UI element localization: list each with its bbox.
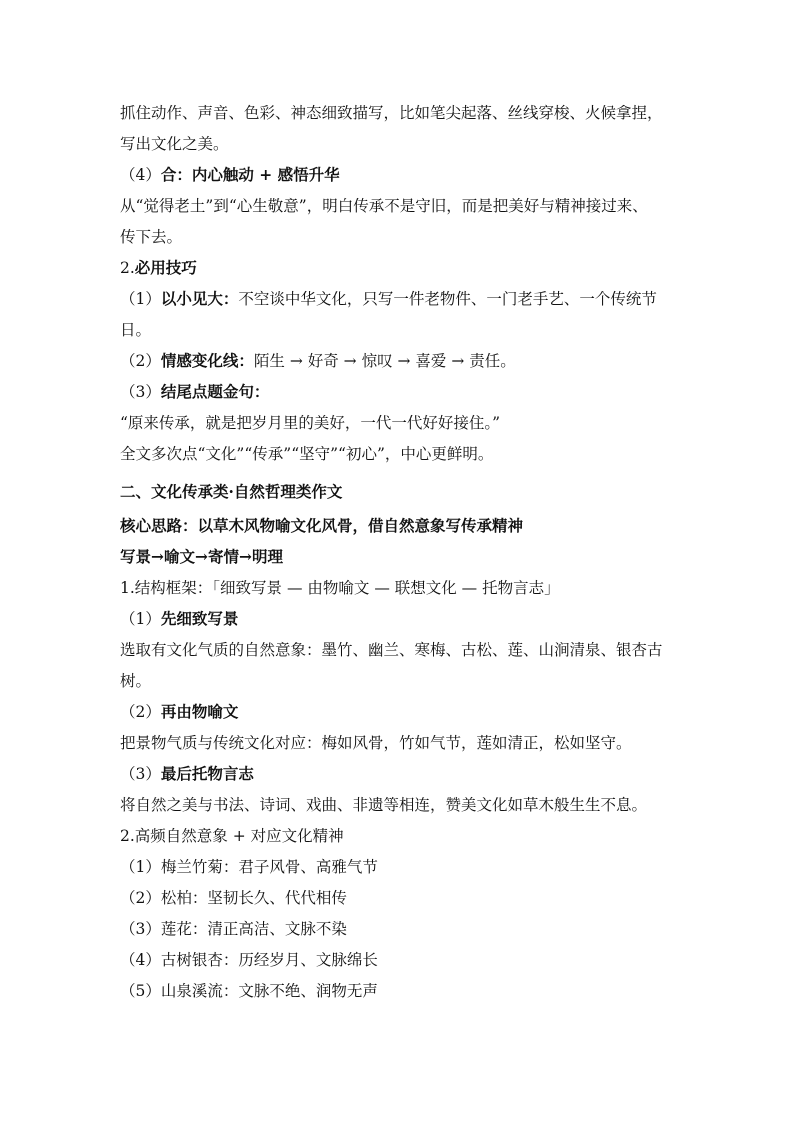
body-text-line: 写出文化之美。: [120, 135, 229, 153]
flow-line: 写景→喻文→寄情→明理: [120, 547, 283, 566]
item-prefix: （2）: [120, 703, 161, 721]
body-text-line: 抓住动作、声音、色彩、神态细致描写，比如笔尖起落、丝线穿梭、火候拿捏，: [120, 104, 663, 122]
body-text-line: 日。: [120, 321, 152, 339]
imagery-heading: 2.高频自然意象 + 对应文化精神: [120, 827, 344, 845]
technique-item: [120, 381, 269, 403]
subheading-aspiration: [120, 763, 254, 785]
subheading-describe: [120, 608, 238, 630]
body-text-line: 传下去。: [120, 228, 183, 246]
technique-item: [120, 350, 516, 372]
technique-item: [120, 288, 657, 310]
subheading-combine: [120, 164, 340, 186]
body-text-line: 选取有文化气质的自然意象：墨竹、幽兰、寒梅、古松、莲、山涧清泉、银杏古: [120, 641, 663, 659]
item-label: 以小见大：: [160, 289, 239, 308]
item-prefix: 2.: [120, 259, 135, 277]
body-text-line: 树。: [120, 672, 152, 690]
subheading-text: 先细致写景: [160, 609, 239, 628]
item-label: 情感变化线：: [160, 351, 254, 370]
item-text: 陌生 → 好奇 → 惊叹 → 喜爱 → 责任。: [253, 352, 516, 370]
item-prefix: （3）: [120, 383, 161, 401]
structure-frame-line: 1.结构框架：「细致写景 — 由物喻文 — 联想文化 — 托物言志」: [120, 579, 560, 597]
item-prefix: （3）: [120, 765, 161, 783]
subheading-text: 再由物喻文: [160, 702, 239, 721]
body-text-line: 把景物气质与传统文化对应：梅如风骨，竹如气节，莲如清正，松如坚守。: [120, 734, 632, 752]
body-text-line: 全文多次点“文化”“传承”“坚守”“初心”，中心更鲜明。: [120, 445, 494, 463]
subheading-text: 最后托物言志: [160, 764, 254, 783]
section-heading-techniques: [120, 257, 197, 279]
item-label: 结尾点题金句：: [160, 382, 270, 401]
body-text-line: 从“觉得老土”到“心生敬意”，明白传承不是守旧，而是把美好与精神接过来、: [120, 197, 648, 215]
subheading-text: 合：内心触动 + 感悟升华: [160, 165, 340, 184]
quote-line: “原来传承，就是把岁月里的美好，一代一代好好接住。”: [120, 414, 501, 432]
body-text-line: 将自然之美与书法、诗词、戏曲、非遗等相连，赞美文化如草木般生生不息。: [120, 796, 648, 814]
item-prefix: （4）: [120, 166, 161, 184]
item-prefix: （1）: [120, 610, 161, 628]
subheading-metaphor: [120, 701, 238, 723]
section-heading-text: 必用技巧: [134, 258, 197, 277]
imagery-item: （1）梅兰竹菊：君子风骨、高雅气节: [120, 858, 378, 876]
item-text: 不空谈中华文化，只写一件老物件、一门老手艺、一个传统节: [238, 290, 657, 308]
imagery-item: （2）松柏：坚韧长久、代代相传: [120, 889, 347, 907]
imagery-item: （5）山泉溪流：文脉不绝、润物无声: [120, 982, 378, 1000]
item-prefix: （1）: [120, 290, 161, 308]
item-prefix: （2）: [120, 352, 161, 370]
section-title: 二、文化传承类·自然哲理类作文: [120, 482, 343, 501]
imagery-item: （4）古树银杏：历经岁月、文脉绵长: [120, 951, 378, 969]
core-idea-line: 核心思路：以草木风物喻文化风骨，借自然意象写传承精神: [120, 516, 524, 535]
imagery-item: （3）莲花：清正高洁、文脉不染: [120, 920, 347, 938]
